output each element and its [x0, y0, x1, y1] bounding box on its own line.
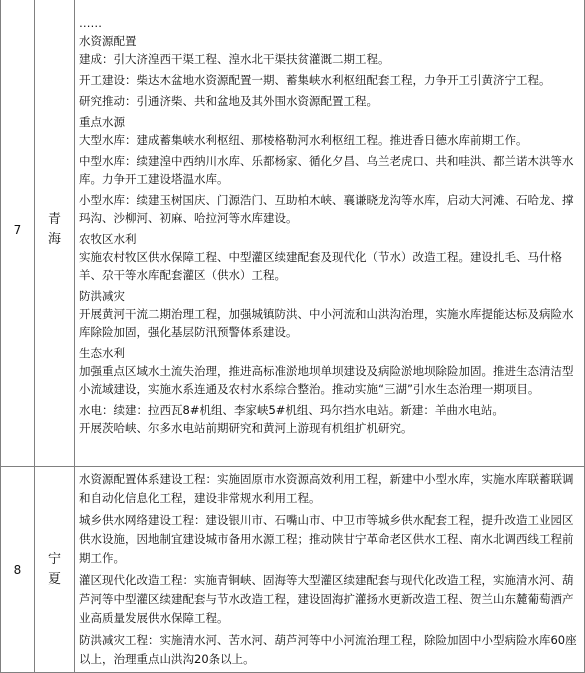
section-heading: 重点水源 — [79, 115, 125, 129]
content-line: 研究推动：引通济柴、共和盆地及其外围水资源配置工程。 — [79, 94, 378, 108]
table-row — [1, 467, 585, 673]
content-line: 小型水库：续建玉树国庆、门源浩门、互助柏木峡、襄谦晓龙沟等水库，启动大河滩、石哈龙、撑玛沟、沙柳河、初麻、哈拉河等水库建设。 — [79, 193, 574, 225]
content-line: 防洪减灾工程：实施清水河、苦水河、葫芦河等中小河流治理工程，除险加固中小型病险水库60座以上，治理重点山洪沟20条以上。 — [79, 633, 577, 666]
row-number: 7 — [13, 222, 22, 237]
content-line: 建成：引大济湟西干渠工程、湟水北干渠扶贫灌溉二期工程。 — [79, 52, 390, 66]
content-line: 加强重点区域水土流失治理，推进高标准淤地坝单坝建设及病险淤地坝除险加固。推进生态清洁型小流域建设，实施水系连通及农村水系综合整治。推动实施“三湖”引水生态治理一期项目。 — [79, 364, 574, 396]
content-line: 灌区现代化改造工程：实施青铜峡、固海等大型灌区续建配套与现代化改造工程，实施清水河、葫芦河等中型灌区续建配套与节水改造工程，建设固海扩灌扬水更新改造工程、贺兰山东麓葡萄酒产业高质量发展供水保障工程。 — [79, 573, 574, 625]
section-heading: 农牧区水利 — [79, 232, 137, 246]
row-number-cell — [1, 0, 35, 467]
content-line: 水电：续建：拉西瓦8#机组、李家峡5#机组、玛尔挡水电站。新建：羊曲水电站。 — [79, 403, 504, 417]
section-heading: 防洪减灾 — [79, 289, 125, 303]
content-line: 大型水库：建成蓄集峡水利枢纽、那棱格勒河水利枢纽工程。推进香日德水库前期工作。 — [79, 133, 528, 147]
content-line: 开展茨哈峡、尔多水电站前期研究和黄河上游现有机组扩机研究。 — [79, 421, 413, 435]
content-cell — [75, 0, 585, 467]
content-cell — [75, 467, 585, 673]
section-heading: 生态水利 — [79, 346, 125, 360]
content-line: 开工建设：柴达木盆地水资源配置一期、蓄集峡水利枢纽配套工程，力争开工引黄济宁工程。 — [79, 73, 551, 87]
table-row — [1, 0, 585, 467]
province-name-char: 青 — [47, 211, 61, 227]
province-cell — [35, 467, 75, 673]
province-name-char: 宁 — [47, 551, 61, 567]
row-number-cell — [1, 467, 35, 673]
province-name-char: 夏 — [47, 571, 61, 587]
province-name-char: 海 — [47, 231, 61, 247]
content-line: 水资源配置体系建设工程：实施固原市水资源高效利用工程，新建中小型水库，实施水库联蓄联调和自动化信息化工程，建设非常规水利用工程。 — [79, 472, 574, 505]
content-line: 实施农村牧区供水保障工程、中型灌区续建配套及现代化（节水）改造工程。建设扎毛、马什格羊、尕干等水库配套灌区（供水）工程。 — [79, 250, 562, 282]
row-number: 8 — [13, 562, 22, 577]
section-heading: 水资源配置 — [79, 34, 137, 48]
content-line: …… — [79, 22, 102, 30]
content-line: 开展黄河干流二期治理工程，加强城镇防洪、中小河流和山洪沟治理，实施水库提能达标及病险水库除险加固，强化基层防汛预警体系建设。 — [79, 307, 574, 339]
content-line: 城乡供水网络建设工程：建设银川市、石嘴山市、中卫市等城乡供水配套工程，提升改造工业园区供水设施，因地制宜建设城市备用水源工程；推动陕甘宁革命老区供水工程、南水北调西线工程前期工作。 — [79, 513, 574, 565]
province-cell — [35, 0, 75, 467]
content-line: 中型水库：续建湟中西纳川水库、乐都杨家、循化夕昌、乌兰老虎口、共和哇洪、都兰诺木洪等水库。力争开工建设塔温水库。 — [79, 154, 574, 186]
